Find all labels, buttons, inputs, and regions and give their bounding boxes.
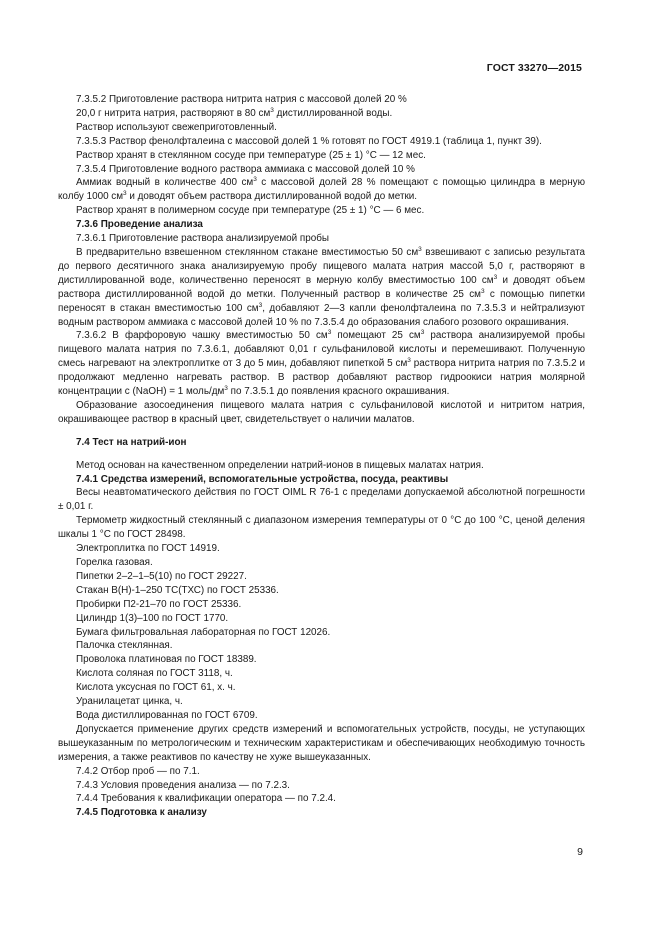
paragraph: Проволока платиновая по ГОСТ 18389. bbox=[76, 654, 257, 666]
page-number: 9 bbox=[577, 846, 583, 858]
paragraph: Электроплитка по ГОСТ 14919. bbox=[76, 543, 220, 555]
paragraph: Палочка стеклянная. bbox=[76, 640, 173, 652]
paragraph: 20,0 г нитрита натрия, растворяют в 80 $см^3$ дистиллированной воды. bbox=[76, 106, 393, 119]
paragraph: В предварительно взвешенном стеклянном стакане вместимостью 50 $см^3$ взвешивают с записью результата до первого десятичного знака анализируемую пробу пищевого малата натрия массой 5,0 г, растворяют в дистиллированной воде, количественно переносят в мерную колбу вместимостью 100 $см^3$ и доводят объем раствора дистиллированной водой до метки. Полученный раствор в количестве 25 $см^3$ с помощью пипетки переносят в стакан вместимостью 100 $см^3$, добавляют 2—3 капли фенолфталеина по 7.3.5.3 и нейтрализуют водным раствором аммиака с массовой долей 10 % по 7.3.5.4 до образования слабого розового окрашивания. bbox=[58, 245, 586, 328]
paragraph: Стакан В(Н)-1–250 ТС(ТХС) по ГОСТ 25336. bbox=[76, 584, 279, 596]
paragraph: 7.4.3 Условия проведения анализа — по 7.2.3. bbox=[76, 779, 290, 791]
paragraph: 7.3.5.2 Приготовление раствора нитрита натрия с массовой долей 20 % bbox=[76, 94, 407, 105]
paragraph: Кислота уксусная по ГОСТ 61, х. ч. bbox=[76, 682, 236, 694]
paragraph: Раствор хранят в стеклянном сосуде при температуре (25 ± 1) °С — 12 мес. bbox=[76, 149, 426, 161]
paragraph: Пипетки 2–2–1–5(10) по ГОСТ 29227. bbox=[76, 570, 247, 582]
paragraph: Допускается применение других средств измерений и вспомогательных устройств, посуды, не уступающих вышеуказанным по метрологическим и техническим характеристикам и обеспечивающих необходимую точность измерения, а также реактивов по качеству не хуже вышеуказанных. bbox=[58, 723, 585, 763]
paragraph: Раствор используют свежеприготовленный. bbox=[76, 121, 277, 133]
paragraph: Уранилацетат цинка, ч. bbox=[76, 696, 183, 708]
paragraph: Вода дистиллированная по ГОСТ 6709. bbox=[76, 709, 258, 721]
section-heading: 7.3.6 Проведение анализа bbox=[76, 219, 203, 231]
paragraph: Аммиак водный в количестве 400 $см^3$ с массовой долей 28 % помещают с помощью цилиндра в мерную колбу 1000 $см^3$ и доводят объем раствора дистиллированной водой до метки. bbox=[58, 176, 585, 203]
paragraph: 7.3.6.2 В фарфоровую чашку вместимостью 50 $см^3$ помещают 25 $см^3$ раствора анализируемой пробы пищевого малата натрия по 7.3.6.1, добавляют 0,01 г сульфаниловой кислоты и перемешивают. Полученную смесь нагревают на электроплитке от 3 до 5 мин, добавляют пипеткой 5 $см^3$ раствора нитрита натрия по 7.3.5.2 и продолжают медленно нагревать раствор. В раствор добавляют раствор гидроокиси натрия молярной концентрации с (NaOH) = 1 моль/$дм^3$ по 7.3.5.1 до появления красного окрашивания. bbox=[58, 329, 585, 398]
paragraph: Образование азосоединения пищевого малата натрия с сульфаниловой кислотой и нитритом натрия, окрашивающее раствор в красный цвет, свидетельствует о наличии малатов. bbox=[58, 399, 585, 425]
document-body bbox=[58, 93, 585, 820]
paragraph: Кислота соляная по ГОСТ 3118, ч. bbox=[76, 668, 233, 680]
paragraph: Термометр жидкостный стеклянный с диапазоном измерения температуры от 0 °С до 100 °С, ценой деления шкалы 1 °С по ГОСТ 28498. bbox=[58, 515, 585, 541]
paragraph: 7.3.5.3 Раствор фенолфталеина с массовой долей 1 % готовят по ГОСТ 4919.1 (таблица 1, пункт 39). bbox=[76, 135, 542, 147]
section-heading: 7.4.5 Подготовка к анализу bbox=[76, 807, 207, 819]
section-heading: 7.4.1 Средства измерений, вспомогательные устройства, посуда, реактивы bbox=[76, 473, 449, 485]
paragraph: Цилиндр 1(3)–100 по ГОСТ 1770. bbox=[76, 612, 229, 624]
paragraph: Раствор хранят в полимерном сосуде при температуре (25 ± 1) °С — 6 мес. bbox=[76, 205, 425, 217]
paragraph: Пробирки П2-21–70 по ГОСТ 25336. bbox=[76, 598, 242, 610]
section-heading: 7.4 Тест на натрий-ион bbox=[76, 436, 187, 448]
paragraph: Горелка газовая. bbox=[76, 557, 153, 568]
document-code: ГОСТ 33270—2015 bbox=[486, 62, 582, 74]
paragraph: Весы неавтоматического действия по ГОСТ OIML R 76-1 с пределами допускаемой абсолютной погрешности ± 0,01 г. bbox=[58, 487, 585, 513]
paragraph: 7.3.6.1 Приготовление раствора анализируемой пробы bbox=[76, 233, 329, 245]
paragraph: Метод основан на качественном определении натрий-ионов в пищевых малатах натрия. bbox=[76, 459, 484, 471]
paragraph: Бумага фильтровальная лабораторная по ГОСТ 12026. bbox=[76, 626, 331, 638]
paragraph: 7.3.5.4 Приготовление водного раствора аммиака с массовой долей 10 % bbox=[76, 163, 415, 175]
paragraph: 7.4.2 Отбор проб — по 7.1. bbox=[76, 765, 200, 777]
paragraph: 7.4.4 Требования к квалификации оператора — по 7.2.4. bbox=[76, 793, 336, 805]
